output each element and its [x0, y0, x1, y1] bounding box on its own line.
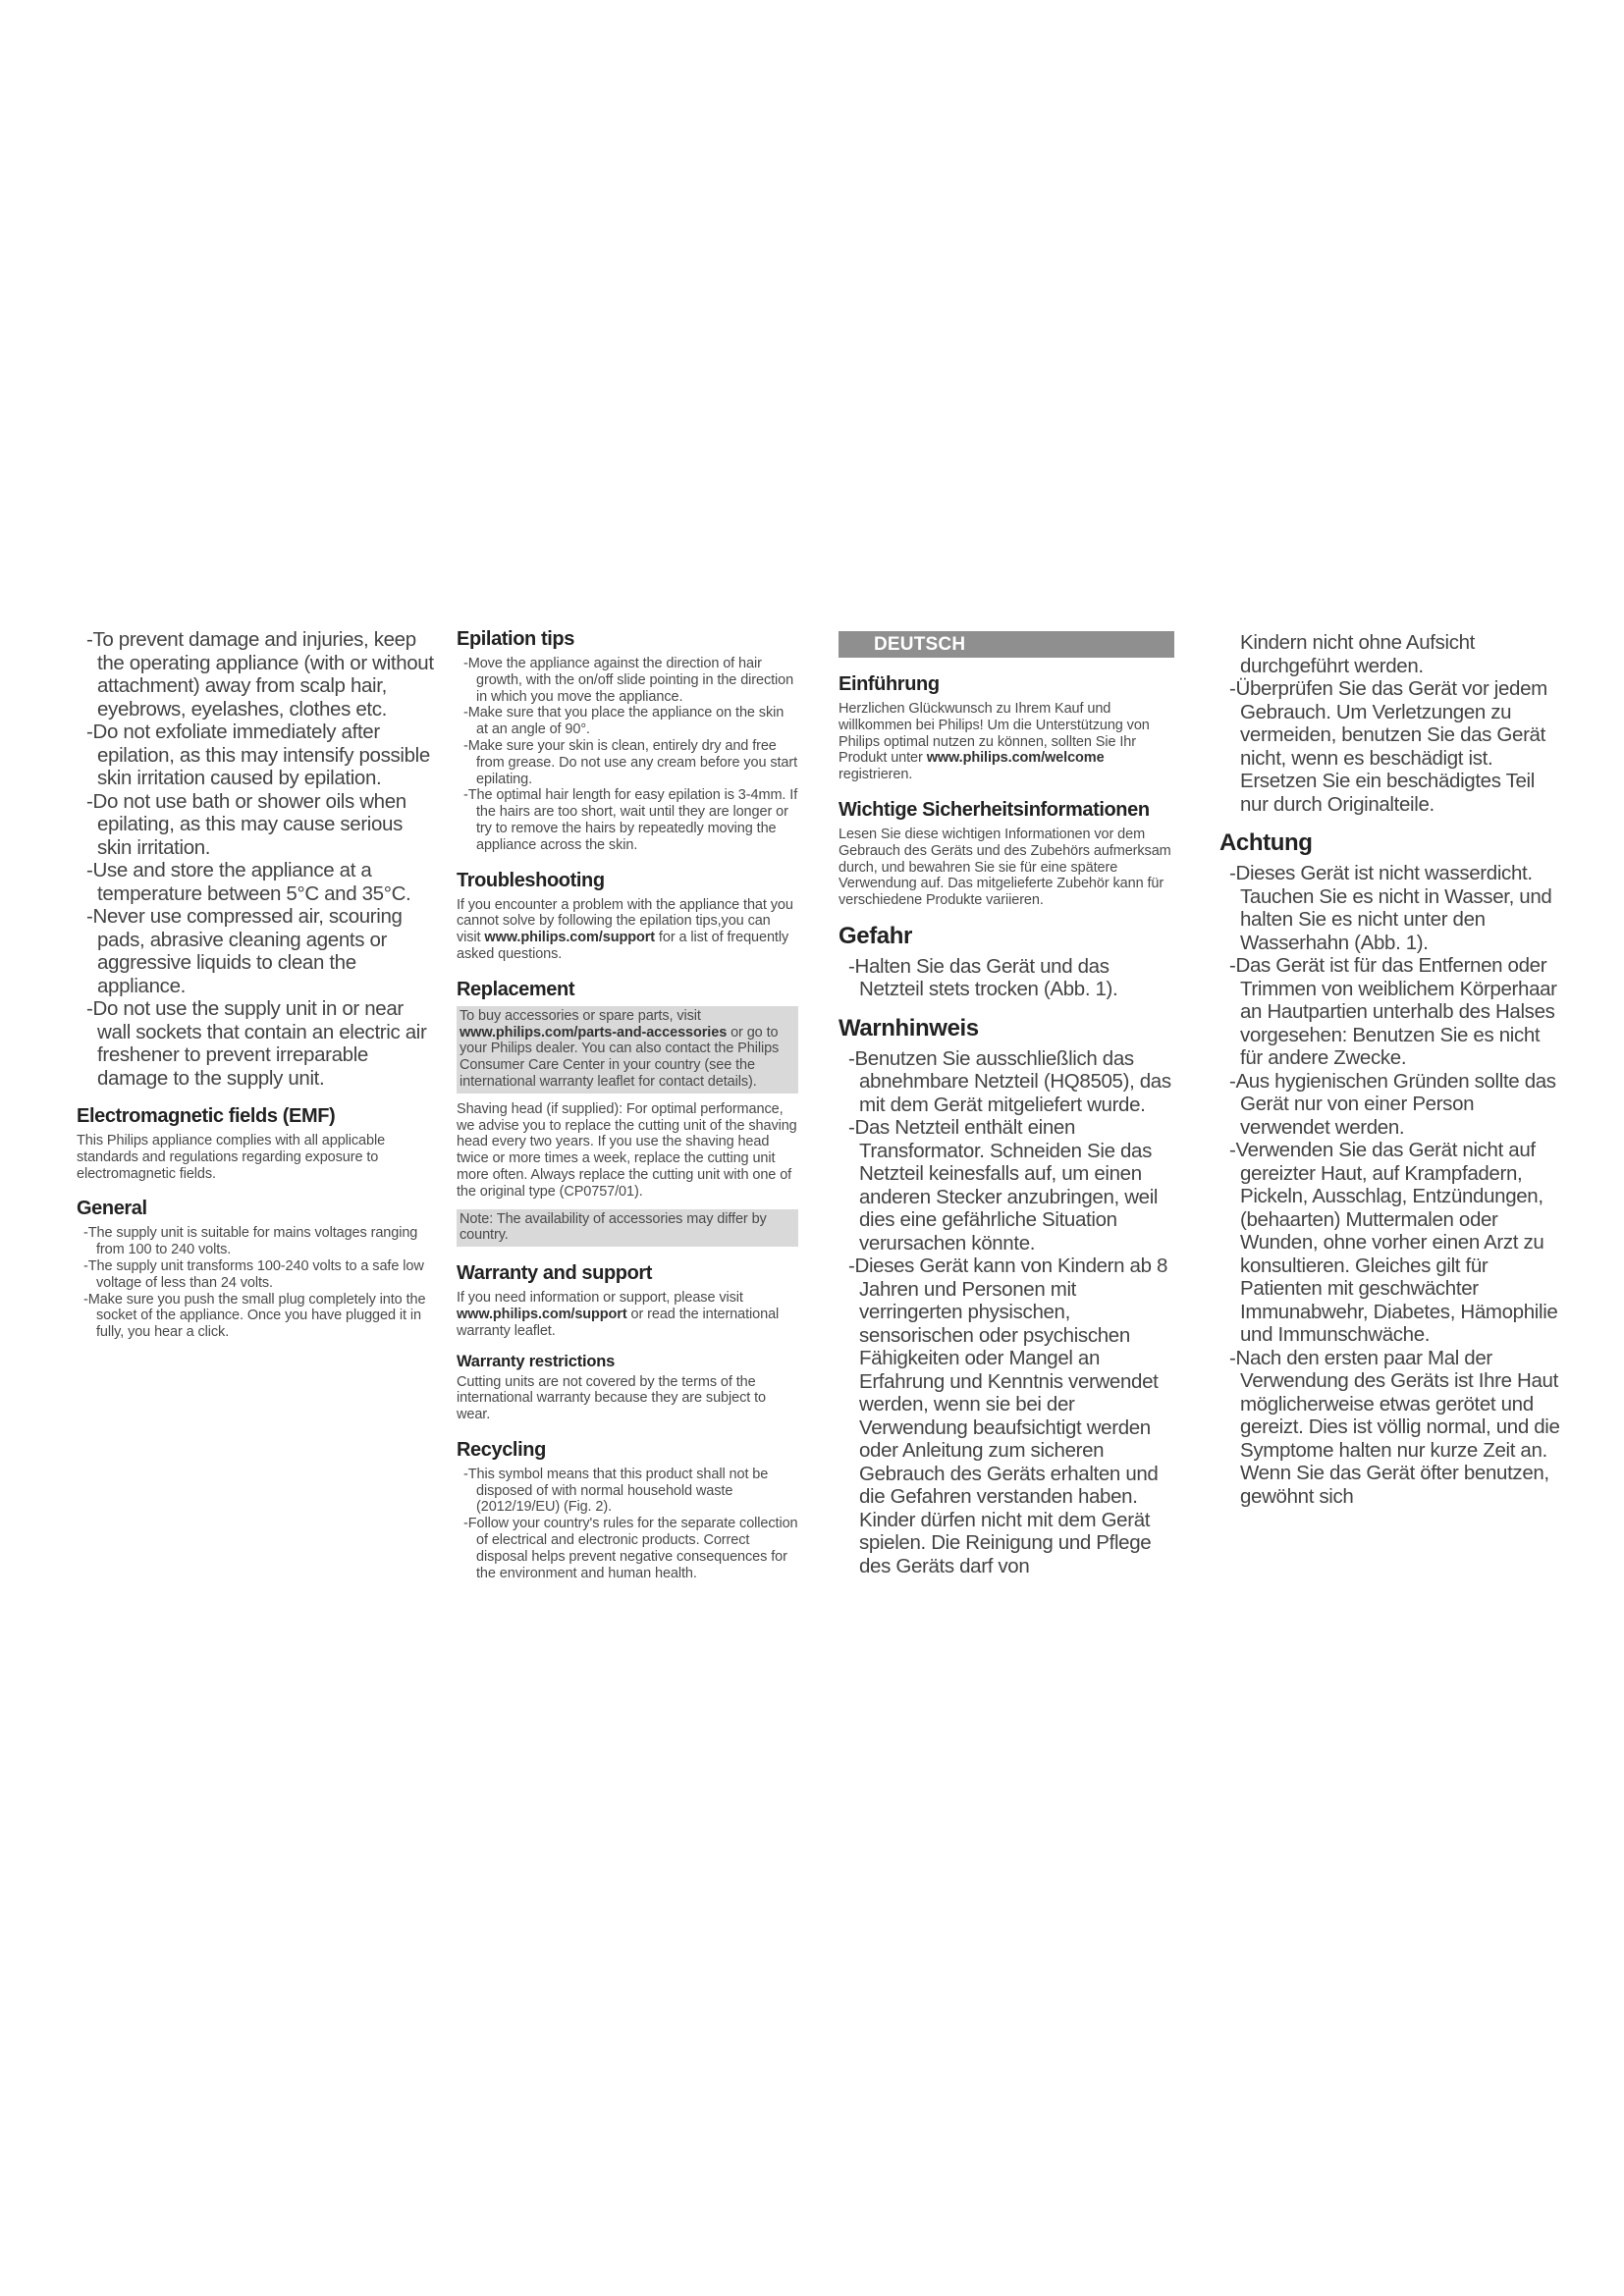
list-item: -Das Gerät ist für das Entfernen oder Trimmen von weiblichem Körperhaar an Hautpartien unterhalb des Halses vorgesehen: Benutzen Sie es nicht für andere Zwecke.: [1229, 954, 1557, 1069]
paragraph: Cutting units are not covered by the terms of the international warranty because they are subject to wear.: [457, 1373, 766, 1423]
list-item: -Make sure that you place the appliance on the skin at an angle of 90°.: [463, 705, 785, 738]
bullet-list: [1219, 677, 1565, 816]
bullet-list: [1219, 862, 1565, 1508]
bullet-list: [77, 628, 442, 1090]
section-heading: Wichtige Sicherheitsinformationen: [839, 798, 1150, 821]
section-heading: Troubleshooting: [457, 869, 605, 891]
note-highlight: To buy accessories or spare parts, visit www.philips.com/parts-and-accessories or go to your Philips dealer. You can also contact the Philips Consumer Care Center in your country (see the international warranty leaflet for contact details).: [457, 1006, 798, 1094]
list-item: -The optimal hair length for easy epilation is 3-4mm. If the hairs are too short, wait until they are longer or try to remove the hairs by repeatedly moving the appliance across the skin.: [463, 787, 798, 853]
paragraph: If you need information or support, please visit www.philips.com/support or read the international warranty leaflet.: [457, 1290, 780, 1339]
paragraph: This Philips appliance complies with all applicable standards and regulations regarding exposure to electromagnetic fields.: [77, 1133, 386, 1182]
language-banner: DEUTSCH: [839, 631, 1174, 658]
bullet-list: [457, 656, 798, 854]
list-item: -This symbol means that this product shall not be disposed of with normal household waste (2012/19/EU) (Fig. 2).: [463, 1466, 769, 1516]
section-heading: Recycling: [457, 1438, 546, 1461]
paragraph: Shaving head (if supplied): For optimal performance, we advise you to replace the cutting unit of the shaving head every two years. If you use the shaving head twice or more times a week, replace the cutting unit more often. Always replace the cutting unit with one of the original type (CP0757/01).: [457, 1100, 797, 1200]
list-item: -Überprüfen Sie das Gerät vor jedem Gebrauch. Um Verletzungen zu vermeiden, benutzen Sie das Gerät nicht, wenn es beschädigt ist. Ersetzen Sie ein beschädigtes Teil nur durch Originalteile.: [1229, 677, 1547, 816]
section-heading: Warranty restrictions: [457, 1352, 616, 1370]
bullet-list: [457, 1467, 798, 1582]
list-item: -To prevent damage and injuries, keep the operating appliance (with or without attachment) away from scalp hair, eyebrows, eyelashes, clothes etc.: [86, 628, 434, 721]
list-item: -Nach den ersten paar Mal der Verwendung des Geräts ist Ihre Haut möglicherweise etwas gerötet und gereizt. Dies ist völlig normal, und die Symptome halten nur kurze Zeit an. Wenn Sie das Gerät öfter benutzen, gewöhnt sich: [1229, 1346, 1560, 1508]
list-item: -Das Netzteil enthält einen Transformator. Schneiden Sie das Netzteil keinesfalls auf, um einen anderen Stecker anzubringen, weil dies eine gefährliche Situation verursachen könnte.: [848, 1116, 1159, 1255]
section-heading: General: [77, 1198, 147, 1220]
column-english-safety: [77, 628, 442, 1350]
section-heading: Achtung: [1219, 829, 1313, 856]
list-item: -Follow your country's rules for the separate collection of electrical and electronic products. Correct disposal helps prevent negative consequences for the environment and human health.: [463, 1516, 798, 1581]
paragraph: Lesen Sie diese wichtigen Informationen vor dem Gebrauch des Geräts und des Zubehörs aufmerksam durch, und bewahren Sie sie für eine spätere Verwendung auf. Das mitgelieferte Zubehör kann für verschiedene Produkte variieren.: [839, 826, 1171, 909]
list-item: -Make sure your skin is clean, entirely dry and free from grease. Do not use any cream before you start epilating.: [463, 737, 798, 787]
paragraph: Kindern nicht ohne Aufsicht durchgeführt werden.: [1240, 631, 1475, 677]
paragraph: Herzlichen Glückwunsch zu Ihrem Kauf und willkommen bei Philips! Um die Unterstützung von Philips optimal nutzen zu können, sollten Sie Ihr Produkt unter www.philips.com/welcome registrieren.: [839, 701, 1150, 783]
section-heading: Warnhinweis: [839, 1014, 979, 1041]
list-item: -Do not use the supply unit in or near wall sockets that contain an electric air freshener to prevent irreparable damage to the supply unit.: [86, 997, 427, 1090]
list-item: -Do not exfoliate immediately after epilation, as this may intensify possible skin irritation caused by epilation.: [86, 721, 430, 789]
bullet-list: [77, 1225, 442, 1341]
list-item: -Verwenden Sie das Gerät nicht auf gereizter Haut, auf Krampfadern, Pickeln, Ausschlag, Entzündungen, (behaarten) Muttermalen oder Wunden, ohne vorher einen Arzt zu konsultieren. Gleiches gilt für Patienten mit geschwächter Immunabwehr, Diabetes, Hämophilie und Immunschwäche.: [1229, 1139, 1558, 1346]
list-item: -The supply unit transforms 100-240 volts to a safe low voltage of less than 24 volts.: [83, 1257, 424, 1291]
column-english-support: [457, 628, 798, 1590]
bullet-list: [839, 1047, 1174, 1578]
section-heading: Gefahr: [839, 922, 912, 949]
bullet-list: [839, 955, 1174, 1001]
list-item: -Dieses Gerät ist nicht wasserdicht. Tauchen Sie es nicht in Wasser, und halten Sie es nicht unter den Wasserhahn (Abb. 1).: [1229, 862, 1552, 954]
list-item: -Make sure you push the small plug completely into the socket of the appliance. Once you have plugged it in fully, you hear a click.: [83, 1291, 426, 1341]
section-heading: Warranty and support: [457, 1262, 653, 1285]
list-item: -Benutzen Sie ausschließlich das abnehmbare Netzteil (HQ8505), das mit dem Gerät mitgeliefert wurde.: [848, 1046, 1171, 1116]
list-item: -Aus hygienischen Gründen sollte das Gerät nur von einer Person verwendet werden.: [1229, 1069, 1556, 1139]
list-item: -Dieses Gerät kann von Kindern ab 8 Jahren und Personen mit verringerten physischen, sensorischen oder psychischen Fähigkeiten oder Mangel an Erfahrung und Kenntnis verwendet werden, wenn sie bei der Verwendung beaufsichtigt werden oder Anleitung zum sicheren Gebrauch des Geräts erhalten und die Gefahren verstanden haben. Kinder dürfen nicht mit dem Gerät spielen. Die Reinigung und Pflege des Geräts darf von: [848, 1255, 1168, 1577]
list-item: -Never use compressed air, scouring pads, abrasive cleaning agents or aggressive liquids to clean the appliance.: [86, 905, 403, 997]
section-heading: Electromagnetic fields (EMF): [77, 1105, 336, 1127]
column-german-achtung: [1219, 631, 1565, 1508]
list-item: -The supply unit is suitable for mains voltages ranging from 100 to 240 volts.: [83, 1225, 418, 1258]
list-item: -Move the appliance against the direction of hair growth, with the on/off slide pointing in the direction in which you move the appliance.: [463, 656, 794, 705]
list-item: -Use and store the appliance at a temperature between 5°C and 35°C.: [86, 859, 411, 905]
list-item: -Halten Sie das Gerät und das Netzteil stets trocken (Abb. 1).: [848, 954, 1118, 1001]
section-heading: Epilation tips: [457, 628, 574, 650]
column-german-warnings: [839, 631, 1174, 1577]
section-heading: Replacement: [457, 978, 575, 1000]
section-heading: Einführung: [839, 673, 940, 695]
paragraph: If you encounter a problem with the appliance that you cannot solve by following the epilation tips,you can visit www.philips.com/support for a list of frequently asked questions.: [457, 896, 793, 962]
list-item: -Do not use bath or shower oils when epilating, as this may cause serious skin irritation.: [86, 789, 406, 859]
note-highlight: Note: The availability of accessories may differ by country.: [457, 1209, 798, 1248]
